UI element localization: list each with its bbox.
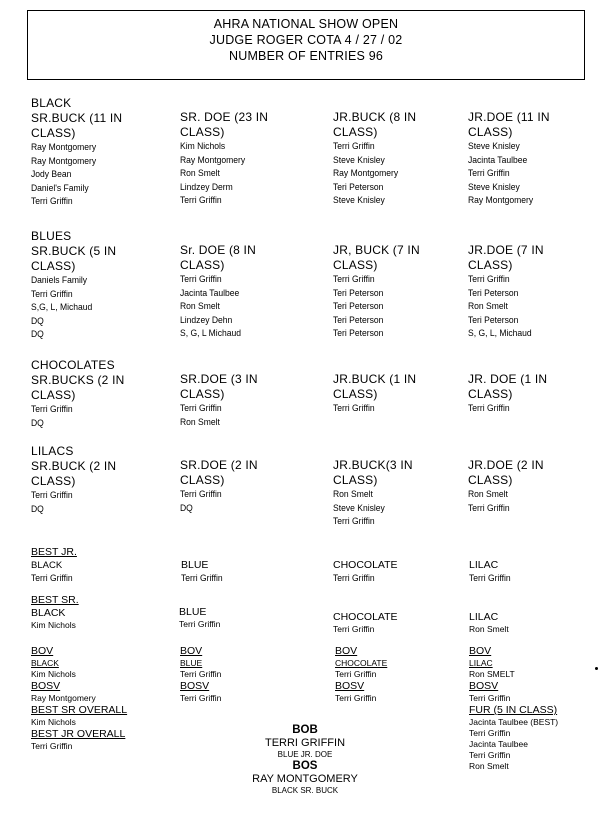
placing-entry: Ray Montgomery <box>31 142 97 152</box>
placing-entry: Steve Knisley <box>468 141 520 151</box>
bov-col-blue <box>180 645 310 704</box>
placing-entry: Terri Griffin <box>31 490 73 500</box>
placing-entry: Lindzey Derm <box>180 181 233 192</box>
placing-entry: Terri Griffin <box>31 288 73 299</box>
bov-label: BOV <box>335 645 358 657</box>
best-jr-label: BLUE <box>181 559 209 571</box>
best-jr-winner: Terri Griffin <box>31 573 73 583</box>
bov-variety: LILAC <box>469 658 493 668</box>
placing-entry: Jacinta Taulbee <box>468 154 528 165</box>
placing-entry: DQ <box>31 329 44 339</box>
placing-entry: DQ <box>31 417 44 428</box>
bob-title: BOB <box>292 724 318 736</box>
placing-entry: Terri Griffin <box>31 404 73 414</box>
bos-name: RAY MONTGOMERY <box>252 773 358 785</box>
class-title: SR.BUCK (2 IN CLASS) <box>31 459 117 488</box>
placing-entry: Ron Smelt <box>468 301 508 311</box>
bob-block <box>220 724 390 796</box>
placing-entry: Ron Smelt <box>333 489 373 499</box>
best-sr-label: CHOCOLATE <box>333 611 398 623</box>
class-column <box>180 458 310 515</box>
bov-variety: BLACK <box>31 658 59 668</box>
placing-entry: Teri Peterson <box>333 181 384 192</box>
placing-entry: S, G, L, Michaud <box>468 328 532 338</box>
class-title: JR.BUCK (1 IN CLASS) <box>333 372 417 401</box>
placing-entry: Steve Knisley <box>333 154 385 165</box>
best-jr-title: BEST JR. <box>31 546 77 558</box>
best-jr-label: CHOCOLATE <box>333 559 398 571</box>
placing-entry: Terri Griffin <box>333 516 375 526</box>
placing-entry: Terri Griffin <box>180 403 222 413</box>
best-jr-overall-winner: Terri Griffin <box>31 741 73 751</box>
class-column <box>180 372 310 429</box>
placing-entry: Jody Bean <box>31 169 72 179</box>
header-box <box>27 10 585 80</box>
best-sr-overall-winner: Kim Nichols <box>31 717 76 727</box>
placing-entry: DQ <box>31 315 44 326</box>
color-group-title: BLUES <box>31 229 72 243</box>
placing-entry: S, G, L Michaud <box>180 328 241 338</box>
bob-class: BLUE JR. DOE <box>277 750 333 759</box>
bosv-label: BOSV <box>180 680 210 692</box>
fur-entry: Jacinta Taulbee <box>469 739 528 749</box>
placing-entry: Teri Peterson <box>333 314 384 325</box>
placing-entry: Teri Peterson <box>333 287 384 298</box>
placing-entry: Terri Griffin <box>180 195 222 205</box>
bos-class: BLACK SR. BUCK <box>271 786 339 795</box>
best-jr-col-4 <box>469 559 599 586</box>
best-jr-winner: Terri Griffin <box>181 573 223 583</box>
class-title: SR.BUCK (11 IN CLASS) <box>31 111 123 140</box>
fur-entry: Ron Smelt <box>469 761 509 771</box>
placing-entry: Ron Smelt <box>180 168 220 178</box>
bov-label: BOV <box>469 645 492 657</box>
placing-entry: Ray Montgomery <box>468 195 534 205</box>
color-group-title: LILACS <box>31 444 74 458</box>
class-column <box>468 243 598 341</box>
class-column <box>31 444 161 516</box>
placing-entry: Terri Griffin <box>468 274 510 284</box>
best-sr-label: BLUE <box>179 606 207 618</box>
best-jr-col-1 <box>31 546 161 586</box>
placing-entry: Terri Griffin <box>333 141 375 151</box>
entries-count: NUMBER OF ENTRIES 96 <box>228 49 384 63</box>
class-title: JR.DOE (11 IN CLASS) <box>468 110 550 139</box>
class-title: SR.BUCKS (2 IN CLASS) <box>31 373 125 402</box>
class-column <box>468 372 598 416</box>
placing-entry: Ron Smelt <box>468 489 508 499</box>
best-sr-label: BLACK <box>31 607 66 619</box>
class-column <box>333 458 463 529</box>
class-column <box>468 458 598 515</box>
best-sr-label: LILAC <box>469 611 499 623</box>
class-title: SR.DOE (2 IN CLASS) <box>180 458 258 487</box>
class-column <box>180 110 310 208</box>
best-jr-winner: Terri Griffin <box>333 573 375 583</box>
placing-entry: Ray Montgomery <box>180 154 246 165</box>
placing-entry: Daniel's Family <box>31 182 89 193</box>
placing-entry: Teri Peterson <box>333 301 384 311</box>
placing-entry: Lindzey Dehn <box>180 314 233 325</box>
best-jr-overall-label: BEST JR OVERALL <box>31 728 126 740</box>
placing-entry: Terri Griffin <box>468 403 510 413</box>
class-title: JR. DOE (1 IN CLASS) <box>468 372 548 401</box>
class-column <box>31 96 161 209</box>
placing-entry: Terri Griffin <box>333 274 375 284</box>
placing-entry: Daniels Family <box>31 275 88 285</box>
class-column <box>333 110 463 208</box>
bov-winner: Terri Griffin <box>180 669 222 679</box>
placing-entry: Steve Knisley <box>333 502 385 513</box>
placing-entry: DQ <box>180 502 193 513</box>
class-column <box>333 372 463 416</box>
placing-entry: Terri Griffin <box>333 403 375 413</box>
placing-entry: Terri Griffin <box>180 489 222 499</box>
bosv-winner: Terri Griffin <box>469 693 511 703</box>
best-sr-col-2 <box>179 606 309 630</box>
placing-entry: Jacinta Taulbee <box>180 287 240 298</box>
bov-variety: CHOCOLATE <box>335 658 388 668</box>
placing-entry: Steve Knisley <box>468 181 520 192</box>
color-group-title: CHOCOLATES <box>31 358 115 372</box>
best-sr-title: BEST SR. <box>31 594 79 606</box>
class-title: Sr. DOE (8 IN CLASS) <box>180 243 256 272</box>
class-column <box>468 110 598 208</box>
judge-line: JUDGE ROGER COTA 4 / 27 / 02 <box>209 33 403 47</box>
class-column <box>31 358 161 430</box>
placing-entry: Kim Nichols <box>180 141 226 151</box>
fur-entry: Jacinta Taulbee (BEST) <box>469 717 559 727</box>
class-title: SR.BUCK (5 IN CLASS) <box>31 244 117 273</box>
bosv-winner: Ray Montgomery <box>31 693 96 703</box>
placing-entry: Terri Griffin <box>180 274 222 284</box>
placing-entry: DQ <box>31 503 44 514</box>
bosv-label: BOSV <box>31 680 61 692</box>
placing-entry: Terri Griffin <box>31 196 73 206</box>
best-jr-winner: Terri Griffin <box>469 573 511 583</box>
placing-entry: Ray Montgomery <box>31 155 97 166</box>
color-group-title: BLACK <box>31 96 72 110</box>
best-jr-col-3 <box>333 559 463 586</box>
placing-entry: Teri Peterson <box>333 328 384 338</box>
bov-col-lilac <box>469 645 599 772</box>
best-sr-col-1 <box>31 594 161 631</box>
bov-winner: Kim Nichols <box>31 669 76 679</box>
bov-winner: Ron SMELT <box>469 669 515 679</box>
class-column <box>180 243 310 341</box>
fur-entry: Terri Griffin <box>469 750 511 760</box>
class-title: SR. DOE (23 IN CLASS) <box>180 110 269 139</box>
scan-speck <box>595 667 598 670</box>
best-sr-col-3 <box>333 611 463 635</box>
class-column <box>31 229 161 342</box>
fur-label: FUR (5 IN CLASS) <box>469 704 558 716</box>
best-sr-winner: Terri Griffin <box>179 619 221 629</box>
bov-label: BOV <box>31 645 54 657</box>
bov-winner: Terri Griffin <box>335 669 377 679</box>
placing-entry: Teri Peterson <box>468 287 519 298</box>
placing-entry: Ray Montgomery <box>333 168 399 178</box>
best-sr-winner: Terri Griffin <box>333 624 375 634</box>
class-title: JR.DOE (2 IN CLASS) <box>468 458 544 487</box>
bosv-label: BOSV <box>469 680 499 692</box>
best-jr-label: BLACK <box>31 560 63 571</box>
best-sr-col-4 <box>469 611 599 635</box>
bosv-winner: Terri Griffin <box>180 693 222 703</box>
best-sr-winner: Ron Smelt <box>469 624 509 634</box>
show-title: AHRA NATIONAL SHOW OPEN <box>213 17 399 31</box>
best-jr-label: LILAC <box>469 559 499 571</box>
class-title: JR.BUCK(3 IN CLASS) <box>333 458 413 487</box>
placing-entry: Ron Smelt <box>180 416 220 427</box>
bov-col-black <box>31 645 161 752</box>
best-sr-overall-label: BEST SR OVERALL <box>31 704 128 716</box>
bos-title: BOS <box>292 760 318 772</box>
bosv-winner: Terri Griffin <box>335 693 377 703</box>
class-title: JR.BUCK (8 IN CLASS) <box>333 110 417 139</box>
class-title: SR.DOE (3 IN CLASS) <box>180 372 258 401</box>
placing-entry: Terri Griffin <box>468 502 510 513</box>
placing-entry: Teri Peterson <box>468 314 519 325</box>
fur-entry: Terri Griffin <box>469 728 511 738</box>
bov-col-chocolate <box>335 645 465 704</box>
placing-entry: Ron Smelt <box>180 301 220 311</box>
class-title: JR.DOE (7 IN CLASS) <box>468 243 544 272</box>
placing-entry: Terri Griffin <box>468 168 510 178</box>
bov-variety: BLUE <box>180 658 203 668</box>
class-title: JR, BUCK (7 IN CLASS) <box>333 243 420 272</box>
best-jr-col-2 <box>181 559 311 586</box>
bov-label: BOV <box>180 645 203 657</box>
class-column <box>333 243 463 341</box>
best-sr-winner: Kim Nichols <box>31 620 76 630</box>
placing-entry: S,G, L, Michaud <box>31 302 93 312</box>
bosv-label: BOSV <box>335 680 365 692</box>
bob-name: TERRI GRIFFIN <box>264 737 346 749</box>
placing-entry: Steve Knisley <box>333 195 385 205</box>
